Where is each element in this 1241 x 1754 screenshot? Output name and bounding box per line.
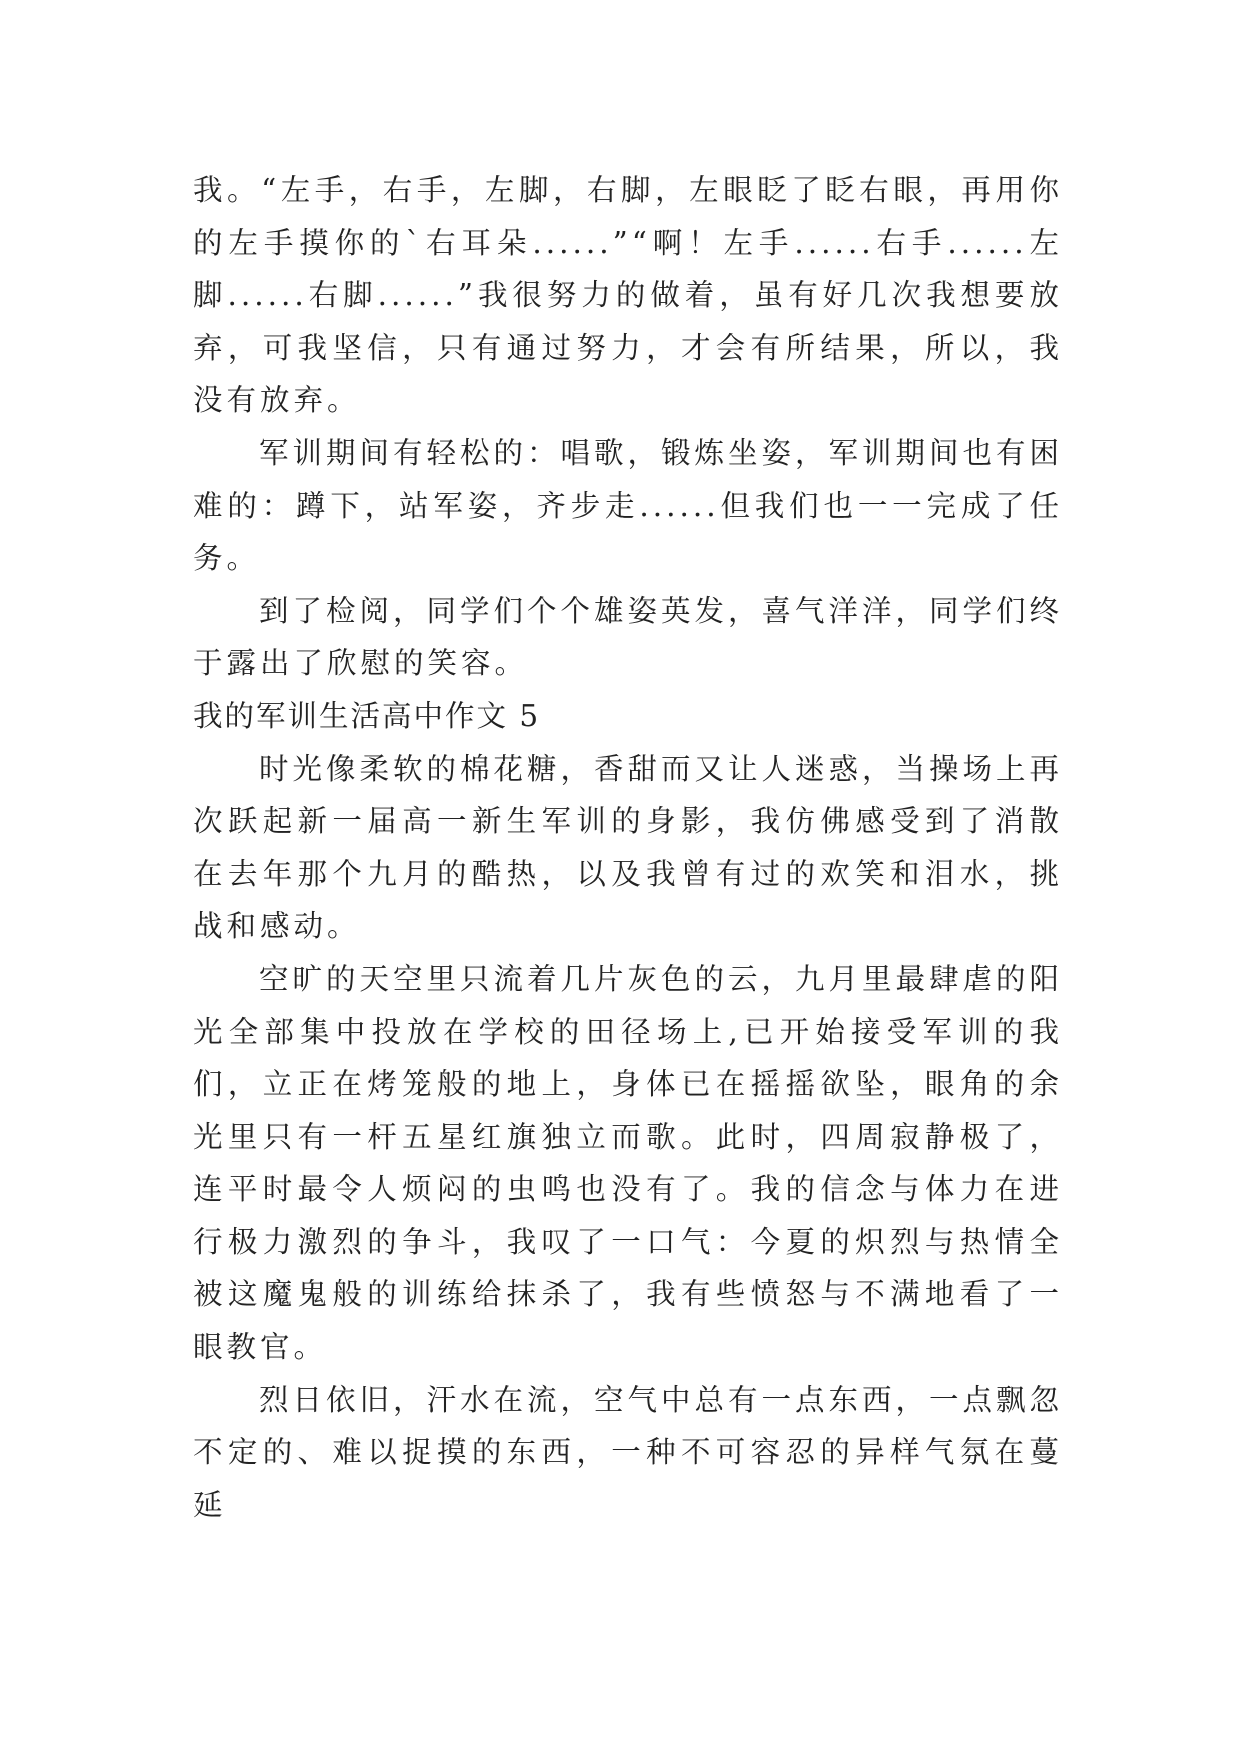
- paragraph-training-activities: 军训期间有轻松的：唱歌，锻炼坐姿，军训期间也有困难的：蹲下，站军姿，齐步走......但我们也一一完成了任务。: [193, 435, 1064, 576]
- paragraph-sun: 烈日依旧，汗水在流，空气中总有一点东西，一点飘忽不定的、难以捉摸的东西，一种不可容忍的异样气氛在蔓延: [193, 1382, 1064, 1522]
- section-heading: 我的军训生活高中作文 5: [193, 698, 541, 733]
- paragraph-review: 到了检阅，同学们个个雄姿英发，喜气洋洋，同学们终于露出了欣慰的笑容。: [193, 593, 1064, 681]
- document-body: [193, 164, 1063, 1531]
- paragraph-intro: 时光像柔软的棉花糖，香甜而又让人迷惑，当操场上再次跃起新一届高一新生军训的身影，我仿佛感受到了消散在去年那个九月的酷热，以及我曾有过的欢笑和泪水，挑战和感动。: [193, 751, 1064, 944]
- paragraph-continuation: 我。“左手，右手，左脚，右脚，左眼眨了眨右眼，再用你的左手摸你的`右耳朵......”“啊！左手......右手......左脚......右脚......”我很努力的做着，虽有好几次我想要放弃，可我坚信，只有通过努力，才会有所结果，所以，我没有放弃。: [193, 173, 1063, 418]
- paragraph-sky: 空旷的天空里只流着几片灰色的云，九月里最肆虐的阳光全部集中投放在学校的田径场上,已开始接受军训的我们，立正在烤笼般的地上，身体已在摇摇欲坠，眼角的余光里只有一杆五星红旗独立而歌。此时，四周寂静极了，连平时最令人烦闷的虫鸣也没有了。我的信念与体力在进行极力激烈的争斗，我叹了一口气：今夏的炽烈与热情全被这魔鬼般的训练给抹杀了，我有些愤怒与不满地看了一眼教官。: [193, 961, 1064, 1365]
